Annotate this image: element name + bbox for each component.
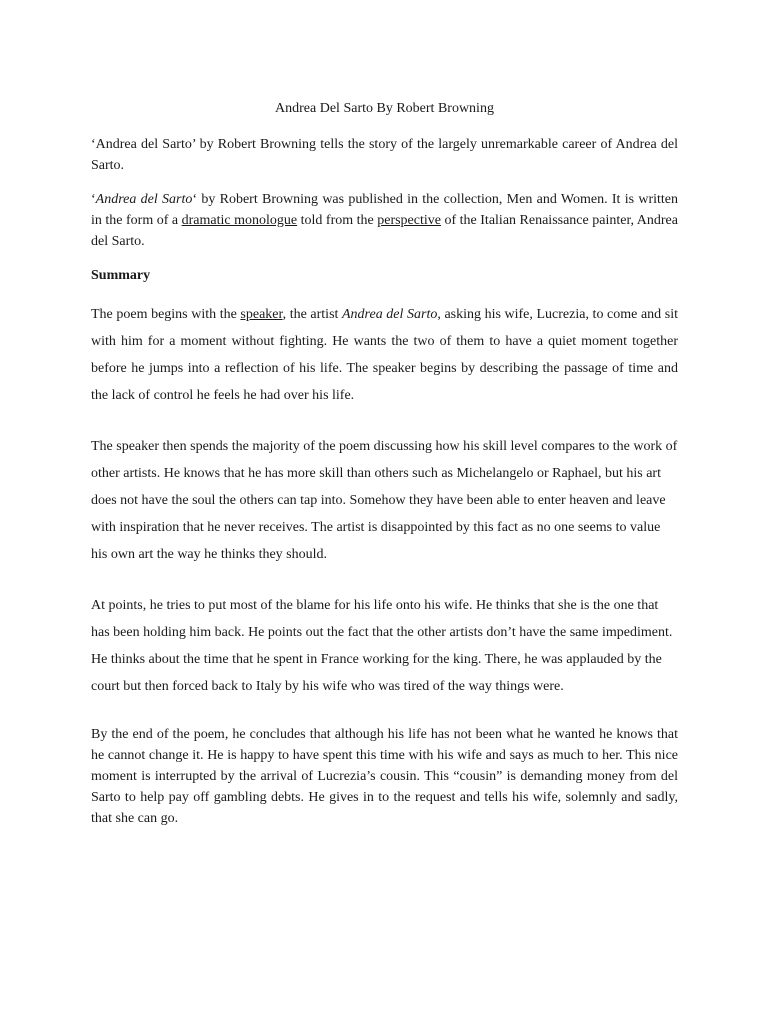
summary-paragraph-3: At points, he tries to put most of the blame for his life onto his wife. He thinks that she is the one that has been holding him back. He points out the fact that the other artists don’t have the same impediment. He thinks about the time that he spent in France working for the king. There, he was applauded by the court but then forced back to Italy by his wife who was tired of the way things were. [91, 598, 673, 694]
intro-paragraph: ‘Andrea del Sarto’ by Robert Browning tells the story of the largely unremarkable career of Andrea del Sarto. [91, 137, 678, 173]
publication-paragraph [91, 189, 678, 252]
publication-text-2: told from the [297, 213, 378, 228]
summary-p1-text-1: The poem begins with the [91, 307, 241, 322]
summary-paragraph-2: The speaker then spends the majority of the poem discussing how his skill level compares to the work of other artists. He knows that he has more skill than others such as Michelangelo or Raphael, but his art does not have the soul the others can tap into. Somehow they have been able to enter heaven and leave with inspiration that he never receives. The artist is disappointed by this fact as no one seems to value his own art the way he thinks they should. [91, 439, 678, 562]
publication-text-3: of the Italian Renaissance painter, Andrea del Sarto. [91, 213, 678, 249]
summary-p1-text-2: , the artist [282, 307, 342, 322]
document-page [91, 99, 678, 829]
summary-heading: Summary [91, 268, 151, 283]
summary-paragraph-1 [91, 301, 678, 409]
open-quote: ‘ [91, 192, 96, 207]
summary-p1-text-3: , asking his wife, Lucrezia, to come and sit with him for a moment without fighting. He wants the two of them to have a quiet moment together before he jumps into a reflection of his life. The speaker begins by describing the passage of time and the lack of control he feels he had over his life. [91, 307, 678, 403]
summary-paragraph-4: By the end of the poem, he concludes that although his life has not been what he wanted he knows that he cannot change it. He is happy to have spent this time with his wife and says as much to her. This nice moment is interrupted by the arrival of Lucrezia’s cousin. This “cousin” is demanding money from del Sarto to help pay off gambling debts. He gives in to the request and tells his wife, solemnly and sadly, that she can go. [91, 727, 678, 826]
link-speaker[interactable]: speaker [240, 307, 283, 322]
publication-text-1: ‘ by Robert Browning was published in the collection, Men and Women. It is written in the form of a [91, 192, 678, 228]
artist-name-italic: Andrea del Sarto [342, 307, 438, 322]
link-dramatic-monologue[interactable]: dramatic monologue [181, 213, 298, 228]
poem-title-italic: Andrea del Sarto [95, 192, 193, 207]
link-perspective[interactable]: perspective [377, 213, 441, 228]
document-title: Andrea Del Sarto By Robert Browning [275, 101, 494, 116]
